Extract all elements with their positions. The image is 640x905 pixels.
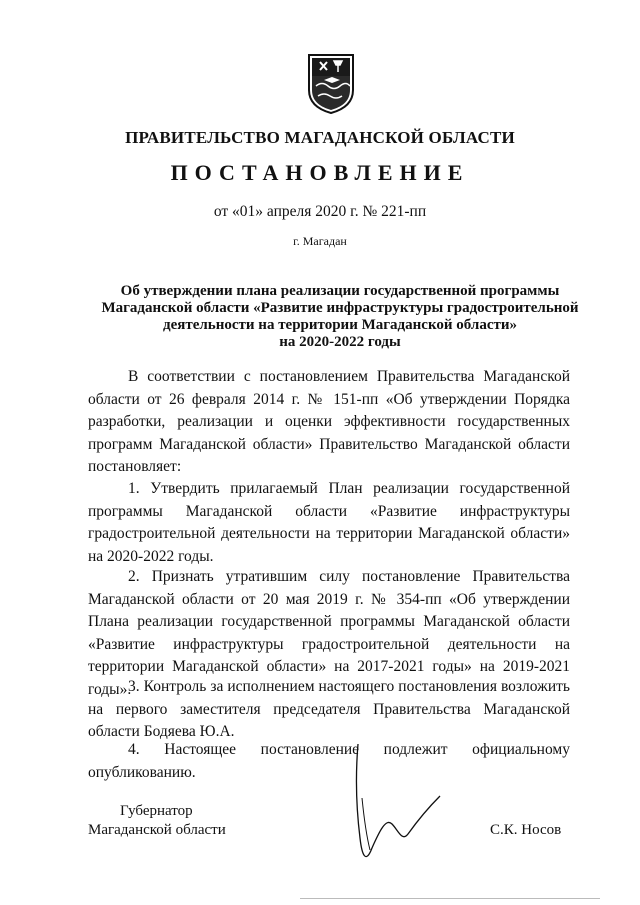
item-1-paragraph: 1. Утвердить прилагаемый План реализации государственной программы Магаданской области «Развитие инфраструктуры градостроительной деятельности на территории Магаданской области» на 2020-2022 годы. xyxy=(88,480,570,565)
item-2-paragraph: 2. Признать утратившим силу постановление Правительства Магаданской области от 20 мая 2019 г. № 354-пп «Об утверждении Плана реализации государственной программы Магаданской области «Развитие инфраструктуры градостроительной деятельности на территории Магаданской области» на 2017-2021 годы» на 2019-2021 годы». xyxy=(88,568,570,698)
document-city: г. Магадан xyxy=(293,234,347,248)
organization-title: ПРАВИТЕЛЬСТВО МАГАДАНСКОЙ ОБЛАСТИ xyxy=(125,128,515,147)
item-3-paragraph: 3. Контроль за исполнением настоящего постановления возложить на первого заместителя председателя Правительства Магаданской области Бодяева Ю.А. xyxy=(88,678,570,740)
handwritten-signature xyxy=(352,738,472,878)
magadan-coat-of-arms-icon xyxy=(306,52,356,114)
subject-line-3: деятельности на территории Магаданской области» xyxy=(163,317,517,333)
subject-line-4: на 2020-2022 годы xyxy=(279,334,401,350)
subject-line-2: Магаданской области «Развитие инфраструктуры градостроительной xyxy=(101,300,579,316)
document-type: ПОСТАНОВЛЕНИЕ xyxy=(170,160,470,185)
signatory-name: С.К. Носов xyxy=(490,822,562,838)
signatory-title-line-2: Магаданской области xyxy=(88,822,226,838)
page-bottom-rule xyxy=(300,898,600,899)
document-subject xyxy=(70,283,610,351)
signatory-title-line-1: Губернатор xyxy=(120,803,193,819)
subject-line-1: Об утверждении плана реализации государственной программы xyxy=(120,283,560,299)
preamble-paragraph: В соответствии с постановлением Правительства Магаданской области от 26 февраля 2014 г. № 151-пп «Об утверждении Порядка разработки, реализации и оценки эффективности государственных программ Магаданской области» Правительство Магаданской области постановляет: xyxy=(88,368,570,475)
document-date-number: от «01» апреля 2020 г. № 221-пп xyxy=(213,203,427,220)
item-4-paragraph: 4. Настоящее постановление подлежит официальному опубликованию. xyxy=(88,741,570,781)
